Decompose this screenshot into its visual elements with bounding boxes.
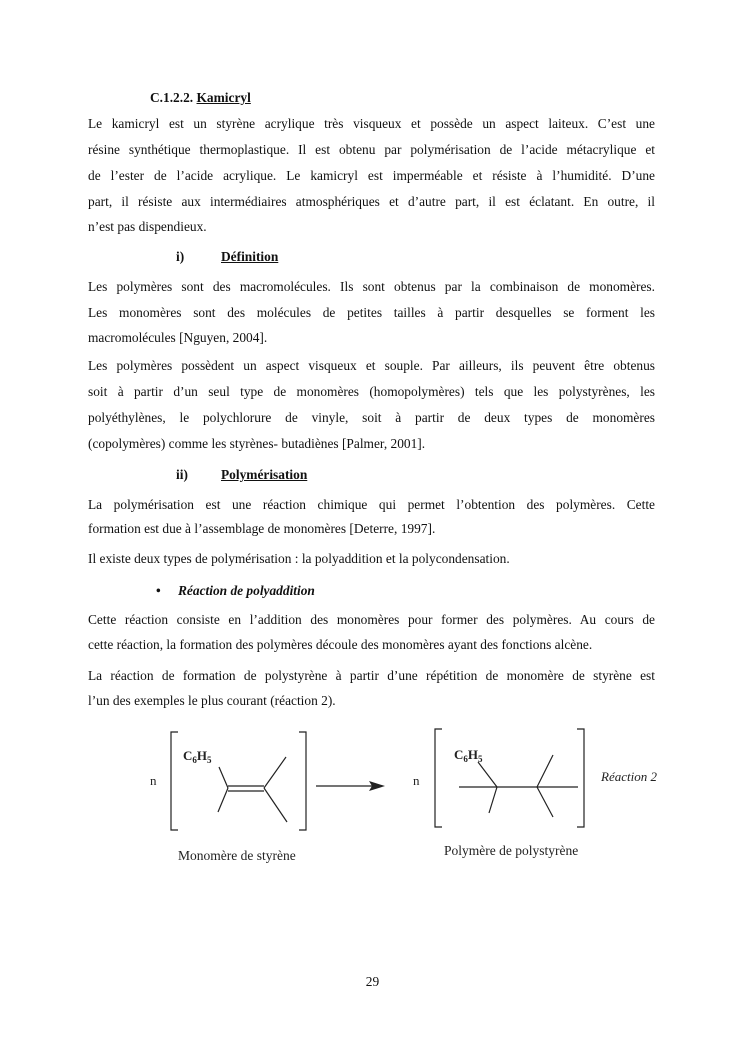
paragraph-line: La réaction de formation de polystyrène à partir d’une répétition de monomère de styrène est	[88, 668, 655, 683]
monomer-count: n	[150, 773, 157, 788]
paragraph-line: Cette réaction consiste en l’addition des monomères pour former des polymères. Au cours de	[88, 612, 655, 627]
paragraph-line: n’est pas dispendieux.	[88, 219, 207, 234]
polymer-caption: Polymère de polystyrène	[444, 843, 579, 858]
bullet-icon: •	[156, 583, 161, 598]
subheading-number: ii)	[176, 467, 188, 482]
paragraph-line: de l’ester de l’acide acrylique. Le kamicryl est imperméable et résiste à l’humidité. D’une	[88, 168, 655, 183]
paragraph-line: Les polymères sont des macromolécules. Ils sont obtenus par la combinaison de monomères.	[88, 279, 655, 294]
paragraph-line: (copolymères) comme les styrènes- butadiènes [Palmer, 2001].	[88, 436, 426, 451]
section-heading	[150, 90, 251, 106]
paragraph-line: Les polymères possèdent un aspect visqueux et souple. Par ailleurs, ils peuvent être obtenus	[88, 358, 655, 373]
polymer-bond	[489, 787, 497, 813]
paragraph-line: l’un des exemples le plus courant (réaction 2).	[88, 693, 336, 708]
monomer-bond	[264, 757, 286, 788]
right-bracket-close	[577, 729, 584, 827]
left-bracket-close	[299, 732, 306, 830]
subheading-title: Polymérisation	[221, 467, 308, 482]
polymer-substituent: $C_6H_5$	[454, 747, 483, 764]
paragraph-line: macromolécules [Nguyen, 2004].	[88, 330, 268, 345]
monomer-caption: Monomère de styrène	[178, 848, 296, 863]
bullet-title: Réaction de polyaddition	[178, 583, 315, 598]
right-bracket-open	[435, 729, 442, 827]
polymer-bond	[478, 762, 497, 787]
reaction-diagram	[0, 715, 745, 875]
subheading-title: Définition	[221, 249, 279, 264]
page-number: 29	[365, 974, 380, 989]
subheading-number: i)	[176, 249, 185, 264]
polymer-bond	[537, 755, 553, 787]
paragraph-line: polyéthylènes, le polychlorure de vinyle, soit à partir de deux types de monomères	[88, 410, 655, 425]
paragraph-line: La polymérisation est une réaction chimique qui permet l’obtention des polymères. Cette	[88, 497, 655, 512]
paragraph-line: formation est due à l’assemblage de monomères [Deterre, 1997].	[88, 521, 436, 536]
polymer-bond	[537, 787, 553, 817]
paragraph-line: Les monomères sont des molécules de petites tailles à partir desquelles se forment les	[88, 305, 655, 320]
monomer-substituent: $C_6H_5$	[183, 748, 212, 765]
paragraph-line: soit à partir d’un seul type de monomères (homopolymères) tels que les polystyrènes, les	[88, 384, 655, 399]
monomer-bond	[218, 788, 228, 812]
paragraph-line: Il existe deux types de polymérisation : la polyaddition et la polycondensation.	[88, 551, 510, 566]
left-bracket-open	[171, 732, 178, 830]
paragraph-line: résine synthétique thermoplastique. Il est obtenu par polymérisation de l’acide métacrylique et	[88, 142, 655, 157]
section-title: Kamicryl	[196, 90, 251, 105]
monomer-bond	[264, 788, 287, 822]
polymer-count: n	[413, 773, 420, 788]
paragraph-line: cette réaction, la formation des polymères découle des monomères ayant des fonctions alcène.	[88, 637, 593, 652]
reaction-label: Réaction 2	[601, 769, 657, 784]
monomer-bond	[219, 767, 228, 788]
paragraph-line: part, il résiste aux intermédiaires atmosphériques et d’autre part, il est éclatant. En outre, il	[88, 194, 655, 209]
section-number: C.1.2.2.	[150, 90, 194, 105]
paragraph-line: Le kamicryl est un styrène acrylique très visqueux et possède un aspect laiteux. C’est une	[88, 116, 655, 131]
